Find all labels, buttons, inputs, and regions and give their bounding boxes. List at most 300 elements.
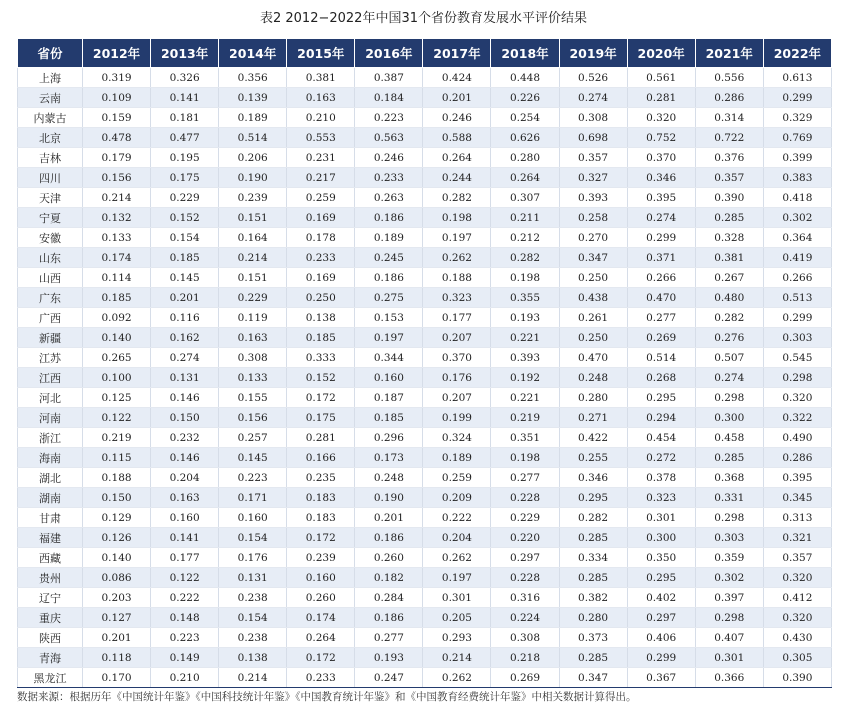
value-cell: 0.185	[83, 288, 151, 308]
value-cell: 0.151	[219, 268, 287, 288]
value-cell: 0.206	[219, 148, 287, 168]
value-cell: 0.166	[287, 448, 355, 468]
value-cell: 0.722	[695, 128, 763, 148]
value-cell: 0.198	[423, 208, 491, 228]
value-cell: 0.356	[219, 68, 287, 88]
header-province: 省份	[18, 39, 83, 68]
value-cell: 0.302	[695, 568, 763, 588]
value-cell: 0.513	[763, 288, 831, 308]
value-cell: 0.344	[355, 348, 423, 368]
value-cell: 0.164	[219, 228, 287, 248]
value-cell: 0.224	[491, 608, 559, 628]
value-cell: 0.613	[763, 68, 831, 88]
value-cell: 0.214	[83, 188, 151, 208]
value-cell: 0.305	[763, 648, 831, 668]
value-cell: 0.545	[763, 348, 831, 368]
table-row	[18, 408, 832, 428]
value-cell: 0.233	[287, 248, 355, 268]
value-cell: 0.188	[423, 268, 491, 288]
value-cell: 0.345	[763, 488, 831, 508]
table-row	[18, 308, 832, 328]
header-year: 2015年	[287, 39, 355, 68]
value-cell: 0.298	[763, 368, 831, 388]
value-cell: 0.185	[287, 328, 355, 348]
value-cell: 0.378	[627, 468, 695, 488]
province-cell: 浙江	[18, 428, 83, 448]
value-cell: 0.217	[287, 168, 355, 188]
value-cell: 0.299	[763, 88, 831, 108]
value-cell: 0.303	[695, 528, 763, 548]
value-cell: 0.393	[491, 348, 559, 368]
value-cell: 0.150	[151, 408, 219, 428]
value-cell: 0.141	[151, 88, 219, 108]
value-cell: 0.175	[287, 408, 355, 428]
value-cell: 0.086	[83, 568, 151, 588]
value-cell: 0.146	[151, 388, 219, 408]
value-cell: 0.100	[83, 368, 151, 388]
province-cell: 河南	[18, 408, 83, 428]
value-cell: 0.184	[355, 88, 423, 108]
value-cell: 0.322	[763, 408, 831, 428]
header-year: 2014年	[219, 39, 287, 68]
value-cell: 0.203	[83, 588, 151, 608]
value-cell: 0.282	[695, 308, 763, 328]
value-cell: 0.430	[763, 628, 831, 648]
value-cell: 0.122	[151, 568, 219, 588]
value-cell: 0.300	[695, 408, 763, 428]
value-cell: 0.406	[627, 628, 695, 648]
value-cell: 0.308	[491, 628, 559, 648]
value-cell: 0.319	[83, 68, 151, 88]
value-cell: 0.470	[559, 348, 627, 368]
value-cell: 0.145	[219, 448, 287, 468]
value-cell: 0.275	[355, 288, 423, 308]
value-cell: 0.553	[287, 128, 355, 148]
province-cell: 贵州	[18, 568, 83, 588]
province-cell: 北京	[18, 128, 83, 148]
value-cell: 0.326	[151, 68, 219, 88]
value-cell: 0.238	[219, 588, 287, 608]
table-row	[18, 468, 832, 488]
value-cell: 0.588	[423, 128, 491, 148]
value-cell: 0.422	[559, 428, 627, 448]
value-cell: 0.357	[763, 548, 831, 568]
value-cell: 0.172	[287, 648, 355, 668]
value-cell: 0.140	[83, 328, 151, 348]
value-cell: 0.276	[695, 328, 763, 348]
table-row	[18, 488, 832, 508]
value-cell: 0.188	[83, 468, 151, 488]
value-cell: 0.229	[219, 288, 287, 308]
value-cell: 0.131	[151, 368, 219, 388]
value-cell: 0.126	[83, 528, 151, 548]
value-cell: 0.169	[287, 268, 355, 288]
province-cell: 辽宁	[18, 588, 83, 608]
value-cell: 0.233	[287, 668, 355, 688]
value-cell: 0.185	[355, 408, 423, 428]
value-cell: 0.321	[763, 528, 831, 548]
value-cell: 0.214	[219, 248, 287, 268]
value-cell: 0.185	[151, 248, 219, 268]
value-cell: 0.297	[627, 608, 695, 628]
value-cell: 0.231	[287, 148, 355, 168]
table-row	[18, 228, 832, 248]
value-cell: 0.561	[627, 68, 695, 88]
table-row	[18, 108, 832, 128]
value-cell: 0.376	[695, 148, 763, 168]
value-cell: 0.301	[627, 508, 695, 528]
value-cell: 0.186	[355, 608, 423, 628]
table-body	[18, 68, 832, 688]
table-row	[18, 568, 832, 588]
value-cell: 0.214	[219, 668, 287, 688]
province-cell: 广东	[18, 288, 83, 308]
value-cell: 0.207	[423, 388, 491, 408]
value-cell: 0.250	[559, 328, 627, 348]
value-cell: 0.179	[83, 148, 151, 168]
value-cell: 0.181	[151, 108, 219, 128]
value-cell: 0.198	[491, 268, 559, 288]
value-cell: 0.282	[559, 508, 627, 528]
value-cell: 0.412	[763, 588, 831, 608]
value-cell: 0.418	[763, 188, 831, 208]
value-cell: 0.752	[627, 128, 695, 148]
value-cell: 0.320	[763, 568, 831, 588]
value-cell: 0.350	[627, 548, 695, 568]
value-cell: 0.122	[83, 408, 151, 428]
value-cell: 0.293	[423, 628, 491, 648]
header-year: 2020年	[627, 39, 695, 68]
value-cell: 0.223	[151, 628, 219, 648]
value-cell: 0.207	[423, 328, 491, 348]
province-cell: 天津	[18, 188, 83, 208]
table-row	[18, 208, 832, 228]
value-cell: 0.366	[695, 668, 763, 688]
table-row	[18, 68, 832, 88]
value-cell: 0.284	[355, 588, 423, 608]
value-cell: 0.390	[763, 668, 831, 688]
value-cell: 0.149	[151, 648, 219, 668]
value-cell: 0.407	[695, 628, 763, 648]
value-cell: 0.254	[491, 108, 559, 128]
value-cell: 0.163	[219, 328, 287, 348]
value-cell: 0.218	[491, 648, 559, 668]
value-cell: 0.190	[355, 488, 423, 508]
value-cell: 0.274	[151, 348, 219, 368]
province-cell: 青海	[18, 648, 83, 668]
value-cell: 0.454	[627, 428, 695, 448]
value-cell: 0.132	[83, 208, 151, 228]
value-cell: 0.197	[355, 328, 423, 348]
province-cell: 海南	[18, 448, 83, 468]
value-cell: 0.163	[151, 488, 219, 508]
value-cell: 0.347	[559, 668, 627, 688]
value-cell: 0.270	[559, 228, 627, 248]
value-cell: 0.160	[219, 508, 287, 528]
value-cell: 0.526	[559, 68, 627, 88]
value-cell: 0.346	[559, 468, 627, 488]
value-cell: 0.235	[287, 468, 355, 488]
value-cell: 0.172	[287, 528, 355, 548]
value-cell: 0.296	[355, 428, 423, 448]
table-row	[18, 648, 832, 668]
value-cell: 0.152	[287, 368, 355, 388]
value-cell: 0.514	[627, 348, 695, 368]
value-cell: 0.239	[287, 548, 355, 568]
value-cell: 0.272	[627, 448, 695, 468]
value-cell: 0.133	[83, 228, 151, 248]
value-cell: 0.262	[423, 548, 491, 568]
province-cell: 西藏	[18, 548, 83, 568]
header-row	[18, 39, 832, 68]
value-cell: 0.470	[627, 288, 695, 308]
value-cell: 0.298	[695, 608, 763, 628]
table-row	[18, 388, 832, 408]
value-cell: 0.320	[763, 608, 831, 628]
header-year: 2012年	[83, 39, 151, 68]
value-cell: 0.146	[151, 448, 219, 468]
value-cell: 0.187	[355, 388, 423, 408]
value-cell: 0.359	[695, 548, 763, 568]
value-cell: 0.174	[287, 608, 355, 628]
value-cell: 0.260	[287, 588, 355, 608]
province-cell: 福建	[18, 528, 83, 548]
value-cell: 0.329	[763, 108, 831, 128]
value-cell: 0.320	[627, 108, 695, 128]
header-year: 2013年	[151, 39, 219, 68]
value-cell: 0.183	[287, 508, 355, 528]
value-cell: 0.381	[287, 68, 355, 88]
value-cell: 0.277	[355, 628, 423, 648]
value-cell: 0.160	[151, 508, 219, 528]
value-cell: 0.367	[627, 668, 695, 688]
value-cell: 0.177	[423, 308, 491, 328]
value-cell: 0.174	[83, 248, 151, 268]
value-cell: 0.626	[491, 128, 559, 148]
value-cell: 0.395	[763, 468, 831, 488]
value-cell: 0.115	[83, 448, 151, 468]
value-cell: 0.250	[287, 288, 355, 308]
value-cell: 0.301	[695, 648, 763, 668]
value-cell: 0.205	[423, 608, 491, 628]
value-cell: 0.178	[287, 228, 355, 248]
value-cell: 0.155	[219, 388, 287, 408]
value-cell: 0.478	[83, 128, 151, 148]
header-year: 2022年	[763, 39, 831, 68]
value-cell: 0.229	[491, 508, 559, 528]
value-cell: 0.301	[423, 588, 491, 608]
value-cell: 0.274	[695, 368, 763, 388]
value-cell: 0.298	[695, 508, 763, 528]
province-cell: 山东	[18, 248, 83, 268]
value-cell: 0.424	[423, 68, 491, 88]
value-cell: 0.204	[423, 528, 491, 548]
value-cell: 0.285	[559, 568, 627, 588]
value-cell: 0.355	[491, 288, 559, 308]
value-cell: 0.299	[763, 308, 831, 328]
table-row	[18, 168, 832, 188]
value-cell: 0.190	[219, 168, 287, 188]
value-cell: 0.138	[219, 648, 287, 668]
value-cell: 0.698	[559, 128, 627, 148]
value-cell: 0.183	[287, 488, 355, 508]
value-cell: 0.195	[151, 148, 219, 168]
value-cell: 0.286	[763, 448, 831, 468]
value-cell: 0.201	[151, 288, 219, 308]
value-cell: 0.210	[287, 108, 355, 128]
value-cell: 0.092	[83, 308, 151, 328]
value-cell: 0.219	[491, 408, 559, 428]
value-cell: 0.223	[355, 108, 423, 128]
value-cell: 0.259	[423, 468, 491, 488]
value-cell: 0.285	[695, 448, 763, 468]
value-cell: 0.257	[219, 428, 287, 448]
value-cell: 0.259	[287, 188, 355, 208]
table-row	[18, 248, 832, 268]
value-cell: 0.232	[151, 428, 219, 448]
value-cell: 0.370	[627, 148, 695, 168]
value-cell: 0.176	[219, 548, 287, 568]
value-cell: 0.152	[151, 208, 219, 228]
value-cell: 0.260	[355, 548, 423, 568]
value-cell: 0.129	[83, 508, 151, 528]
value-cell: 0.133	[219, 368, 287, 388]
value-cell: 0.295	[559, 488, 627, 508]
value-cell: 0.186	[355, 208, 423, 228]
province-cell: 甘肃	[18, 508, 83, 528]
value-cell: 0.154	[219, 528, 287, 548]
value-cell: 0.324	[423, 428, 491, 448]
province-cell: 吉林	[18, 148, 83, 168]
value-cell: 0.368	[695, 468, 763, 488]
value-cell: 0.331	[695, 488, 763, 508]
value-cell: 0.109	[83, 88, 151, 108]
value-cell: 0.171	[219, 488, 287, 508]
value-cell: 0.148	[151, 608, 219, 628]
table-header	[18, 39, 832, 68]
value-cell: 0.351	[491, 428, 559, 448]
value-cell: 0.303	[763, 328, 831, 348]
value-cell: 0.300	[627, 528, 695, 548]
value-cell: 0.222	[423, 508, 491, 528]
value-cell: 0.189	[423, 448, 491, 468]
value-cell: 0.320	[763, 388, 831, 408]
value-cell: 0.248	[559, 368, 627, 388]
province-cell: 安徽	[18, 228, 83, 248]
value-cell: 0.176	[423, 368, 491, 388]
header-year: 2016年	[355, 39, 423, 68]
value-cell: 0.151	[219, 208, 287, 228]
value-cell: 0.244	[423, 168, 491, 188]
value-cell: 0.201	[355, 508, 423, 528]
table-row	[18, 348, 832, 368]
value-cell: 0.268	[627, 368, 695, 388]
value-cell: 0.371	[627, 248, 695, 268]
value-cell: 0.507	[695, 348, 763, 368]
value-cell: 0.201	[423, 88, 491, 108]
value-cell: 0.327	[559, 168, 627, 188]
province-cell: 山西	[18, 268, 83, 288]
table-row	[18, 588, 832, 608]
value-cell: 0.233	[355, 168, 423, 188]
value-cell: 0.125	[83, 388, 151, 408]
value-cell: 0.265	[83, 348, 151, 368]
value-cell: 0.160	[355, 368, 423, 388]
value-cell: 0.138	[287, 308, 355, 328]
value-cell: 0.221	[491, 388, 559, 408]
value-cell: 0.297	[491, 548, 559, 568]
value-cell: 0.223	[219, 468, 287, 488]
value-cell: 0.119	[219, 308, 287, 328]
value-cell: 0.514	[219, 128, 287, 148]
value-cell: 0.222	[151, 588, 219, 608]
value-cell: 0.186	[355, 528, 423, 548]
province-cell: 宁夏	[18, 208, 83, 228]
value-cell: 0.316	[491, 588, 559, 608]
value-cell: 0.383	[763, 168, 831, 188]
value-cell: 0.189	[355, 228, 423, 248]
value-cell: 0.387	[355, 68, 423, 88]
value-cell: 0.402	[627, 588, 695, 608]
value-cell: 0.285	[559, 648, 627, 668]
value-cell: 0.269	[627, 328, 695, 348]
value-cell: 0.197	[423, 568, 491, 588]
table-row	[18, 428, 832, 448]
table-row	[18, 448, 832, 468]
value-cell: 0.267	[695, 268, 763, 288]
value-cell: 0.255	[559, 448, 627, 468]
value-cell: 0.239	[219, 188, 287, 208]
value-cell: 0.438	[559, 288, 627, 308]
value-cell: 0.302	[763, 208, 831, 228]
value-cell: 0.299	[627, 648, 695, 668]
value-cell: 0.226	[491, 88, 559, 108]
province-cell: 湖北	[18, 468, 83, 488]
value-cell: 0.162	[151, 328, 219, 348]
value-cell: 0.154	[151, 228, 219, 248]
value-cell: 0.347	[559, 248, 627, 268]
table-row	[18, 268, 832, 288]
table-row	[18, 548, 832, 568]
value-cell: 0.266	[763, 268, 831, 288]
value-cell: 0.281	[287, 428, 355, 448]
province-cell: 上海	[18, 68, 83, 88]
value-cell: 0.116	[151, 308, 219, 328]
table-row	[18, 368, 832, 388]
value-cell: 0.245	[355, 248, 423, 268]
value-cell: 0.139	[219, 88, 287, 108]
value-cell: 0.156	[83, 168, 151, 188]
value-cell: 0.262	[423, 248, 491, 268]
value-cell: 0.381	[695, 248, 763, 268]
value-cell: 0.258	[559, 208, 627, 228]
value-cell: 0.477	[151, 128, 219, 148]
value-cell: 0.159	[83, 108, 151, 128]
province-cell: 河北	[18, 388, 83, 408]
table-row	[18, 148, 832, 168]
value-cell: 0.140	[83, 548, 151, 568]
value-cell: 0.357	[559, 148, 627, 168]
value-cell: 0.228	[491, 568, 559, 588]
value-cell: 0.220	[491, 528, 559, 548]
value-cell: 0.448	[491, 68, 559, 88]
table-row	[18, 628, 832, 648]
value-cell: 0.141	[151, 528, 219, 548]
value-cell: 0.118	[83, 648, 151, 668]
value-cell: 0.395	[627, 188, 695, 208]
table-row	[18, 528, 832, 548]
value-cell: 0.769	[763, 128, 831, 148]
